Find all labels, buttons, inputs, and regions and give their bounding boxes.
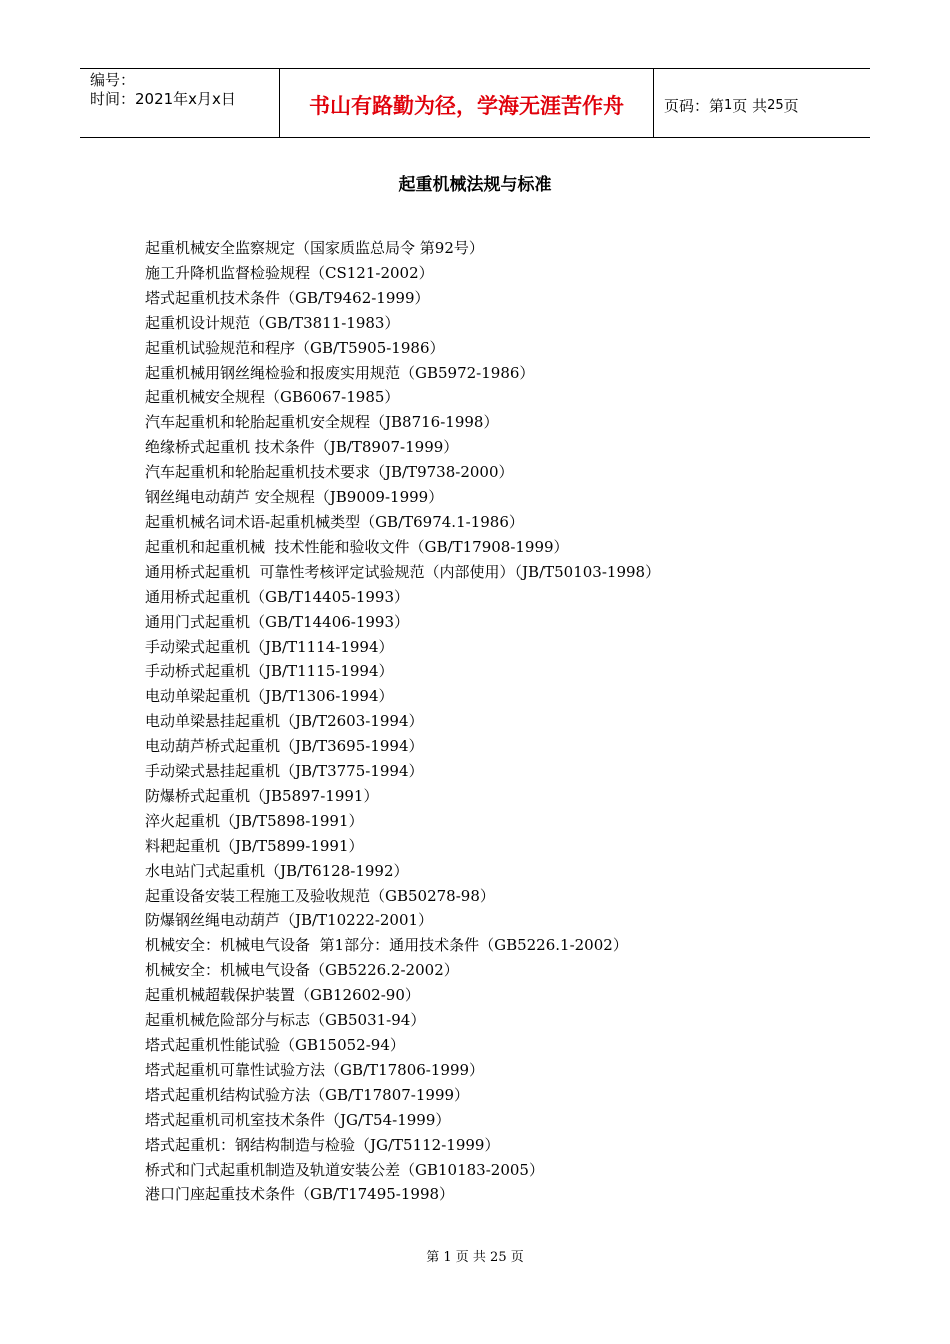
serial-label: 编号：	[90, 71, 136, 89]
list-item: 电动葫芦桥式起重机（JB/T3695-1994）	[145, 737, 424, 756]
time-label: 时间：2021年x月x日	[90, 90, 236, 108]
list-item: 手动梁式起重机（JB/T1114-1994）	[145, 637, 394, 656]
list-item: 料耙起重机（JB/T5899-1991）	[145, 836, 364, 855]
list-item: 绝缘桥式起重机 技术条件（JB/T8907-1999）	[145, 438, 459, 457]
list-item: 起重设备安装工程施工及验收规范（GB50278-98）	[145, 886, 495, 905]
list-item: 起重机械名词术语-起重机械类型（GB/T6974.1-1986）	[145, 512, 524, 531]
list-item: 通用门式起重机（GB/T14406-1993）	[145, 612, 410, 631]
header-meta	[80, 69, 280, 137]
standards-list	[145, 236, 660, 1207]
page-total: 25	[767, 97, 784, 113]
page-footer: 第 1 页 共 25 页	[426, 1250, 524, 1265]
list-item: 桥式和门式起重机制造及轨道安装公差（GB10183-2005）	[145, 1160, 544, 1179]
page-mid: 页 共	[732, 96, 768, 115]
list-item: 塔式起重机可靠性试验方法（GB/T17806-1999）	[145, 1060, 485, 1079]
list-item: 汽车起重机和轮胎起重机安全规程（JB8716-1998）	[145, 413, 499, 432]
list-item: 起重机械安全规程（GB6067-1985）	[145, 388, 400, 407]
list-item: 起重机和起重机械 技术性能和验收文件（GB/T17908-1999）	[145, 537, 569, 556]
list-item: 起重机械用钢丝绳检验和报废实用规范（GB5972-1986）	[145, 363, 535, 382]
list-item: 手动梁式悬挂起重机（JB/T3775-1994）	[145, 762, 424, 781]
page-suffix: 页	[783, 96, 799, 115]
list-item: 起重机械安全监察规定（国家质监总局令 第92号）	[145, 239, 484, 257]
page-header	[80, 68, 870, 138]
list-item: 汽车起重机和轮胎起重机技术要求（JB/T9738-2000）	[145, 463, 514, 482]
list-item: 防爆钢丝绳电动葫芦（JB/T10222-2001）	[145, 911, 434, 930]
document-title: 起重机械法规与标准	[398, 175, 552, 195]
list-item: 电动单梁悬挂起重机（JB/T2603-1994）	[145, 712, 424, 731]
list-item: 通用桥式起重机 可靠性考核评定试验规范（内部使用）（JB/T50103-1998）	[145, 562, 661, 581]
list-item: 淬火起重机（JB/T5898-1991）	[145, 811, 364, 830]
list-item: 机械安全：机械电气设备（GB5226.2-2002）	[145, 961, 459, 980]
header-page-info	[654, 69, 870, 137]
list-item: 手动桥式起重机（JB/T1115-1994）	[145, 662, 394, 681]
list-item: 机械安全：机械电气设备 第1部分：通用技术条件（GB5226.1-2002）	[145, 936, 628, 955]
list-item: 电动单梁起重机（JB/T1306-1994）	[145, 687, 394, 706]
list-item: 起重机设计规范（GB/T3811-1983）	[145, 313, 400, 332]
list-item: 塔式起重机技术条件（GB/T9462-1999）	[145, 288, 430, 307]
list-item: 起重机试验规范和程序（GB/T5905-1986）	[145, 338, 445, 357]
list-item: 塔式起重机性能试验（GB15052-94）	[145, 1036, 405, 1054]
header-motto: 书山有路勤为径，学海无涯苦作舟	[280, 69, 654, 137]
page-prefix: 页码：第	[664, 96, 725, 115]
list-item: 施工升降机监督检验规程（CS121-2002）	[145, 263, 434, 282]
list-item: 钢丝绳电动葫芦 安全规程（JB9009-1999）	[145, 488, 444, 507]
list-item: 起重机械危险部分与标志（GB5031-94）	[145, 1011, 426, 1030]
list-item: 起重机械超载保护装置（GB12602-90）	[145, 986, 420, 1005]
page-number: 1	[724, 97, 733, 113]
list-item: 水电站门式起重机（JB/T6128-1992）	[145, 861, 409, 880]
list-item: 防爆桥式起重机（JB5897-1991）	[145, 786, 379, 805]
list-item: 塔式起重机结构试验方法（GB/T17807-1999）	[145, 1085, 470, 1104]
list-item: 塔式起重机：钢结构制造与检验（JG/T5112-1999）	[145, 1135, 500, 1154]
list-item: 港口门座起重技术条件（GB/T17495-1998）	[145, 1185, 455, 1204]
list-item: 通用桥式起重机（GB/T14405-1993）	[145, 587, 410, 606]
list-item: 塔式起重机司机室技术条件（JG/T54-1999）	[145, 1110, 451, 1129]
